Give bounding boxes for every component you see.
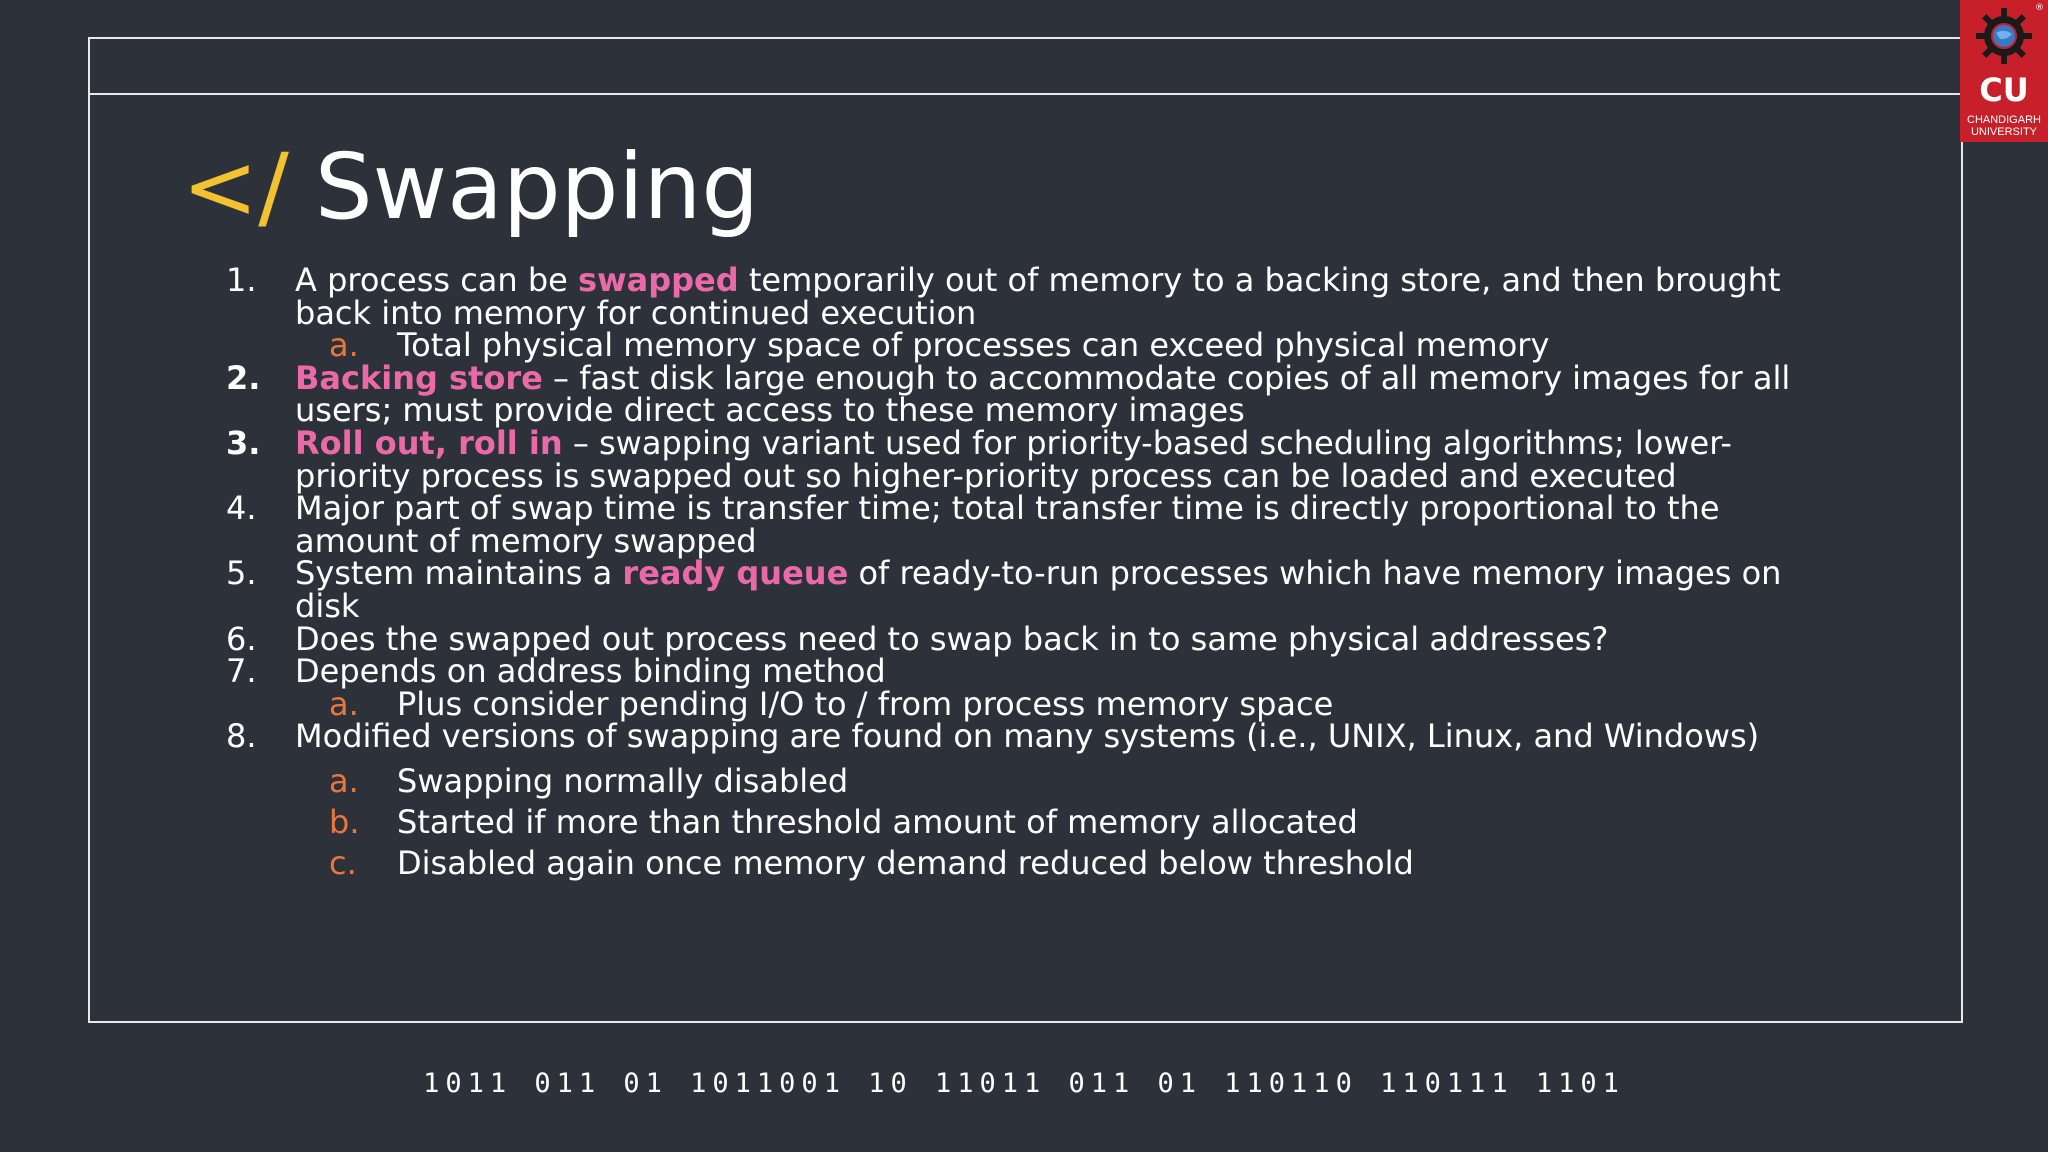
list-item [0,261,1795,332]
sub-text: Plus consider pending I/O to / from process memory space [397,684,1334,723]
item-number: 7. [226,652,257,691]
university-logo [1960,0,2048,142]
sub-letter: c. [329,843,357,882]
item-text: Modified versions of swapping are found on many systems (i.e., UNIX, Linux, and Windows) [295,717,1760,756]
item-text-line2: users; must provide direct access to these memory images [295,391,1245,430]
list-item [0,358,1795,430]
item-text: A process can be [295,261,579,299]
binary-footer: 1011 011 01 1011001 10 11011 011 01 110110 110111 1101 [423,1068,1625,1099]
item-text: Depends on address binding method [295,652,886,691]
title-text: Swapping [314,135,760,240]
item-number: 8. [226,717,257,756]
item-number: 1. [226,261,257,299]
sub-item [0,802,2048,843]
list-item [0,717,1795,756]
sub-item [0,684,2048,723]
code-tag-icon: </ [182,135,289,240]
item-text: of ready-to-run processes which have memory images on [848,554,1782,593]
item-text-line2: amount of memory swapped [295,521,757,560]
list-item [0,489,1795,560]
sub-letter: a. [329,684,359,723]
item-text-line2: disk [295,586,360,625]
item-number: 6. [226,619,257,658]
item-text: temporarily out of memory to a backing store, and then brought [738,261,1781,299]
logo-name-line2: UNIVERSITY [1970,126,2037,138]
sub-item [0,326,2048,365]
highlight-term: swapped [578,261,739,299]
sub-letter: b. [329,802,360,841]
sub-letter: a. [329,326,359,365]
gear-globe-icon [1974,6,2034,66]
sub-item [0,843,2048,884]
sub-text: Total physical memory space of processes can exceed physical memory [397,326,1550,365]
logo-abbr: CU [1979,71,2029,109]
item-text: System maintains a [295,554,623,593]
list-item [0,423,1795,495]
item-text-line2: priority process is swapped out so higher-priority process can be loaded and executed [295,456,1677,495]
highlight-term: Backing store [295,358,543,397]
item-number: 5. [226,554,257,593]
registered-mark: ® [2035,3,2044,13]
item-text: Major part of swap time is transfer time; total transfer time is directly proportional to the [295,489,1720,528]
item-text: – fast disk large enough to accommodate copies of all memory images for all [542,358,1791,397]
sub-letter: a. [329,761,359,800]
list-item [0,619,1795,658]
list-item [0,652,1795,691]
sub-text: Swapping normally disabled [397,761,849,800]
sub-text: Disabled again once memory demand reduced below threshold [397,843,1414,882]
item-number: 4. [226,489,257,528]
item-number: 2. [226,358,261,397]
logo-name [1960,114,2048,138]
item-text-line2: back into memory for continued execution [295,293,977,332]
item-number: 3. [226,423,261,462]
highlight-term: ready queue [622,554,849,593]
bullet-list [0,261,2048,884]
logo-name-line1: CHANDIGARH [1967,114,2041,126]
list-item [0,554,1795,625]
header-rule [88,93,1963,95]
highlight-term: Roll out, roll in [295,423,563,462]
slide-title [182,128,759,248]
sub-item [0,761,2048,802]
sub-text: Started if more than threshold amount of memory allocated [397,802,1358,841]
item-text: – swapping variant used for priority-based scheduling algorithms; lower- [562,423,1732,462]
item-text: Does the swapped out process need to swap back in to same physical addresses? [295,619,1609,658]
